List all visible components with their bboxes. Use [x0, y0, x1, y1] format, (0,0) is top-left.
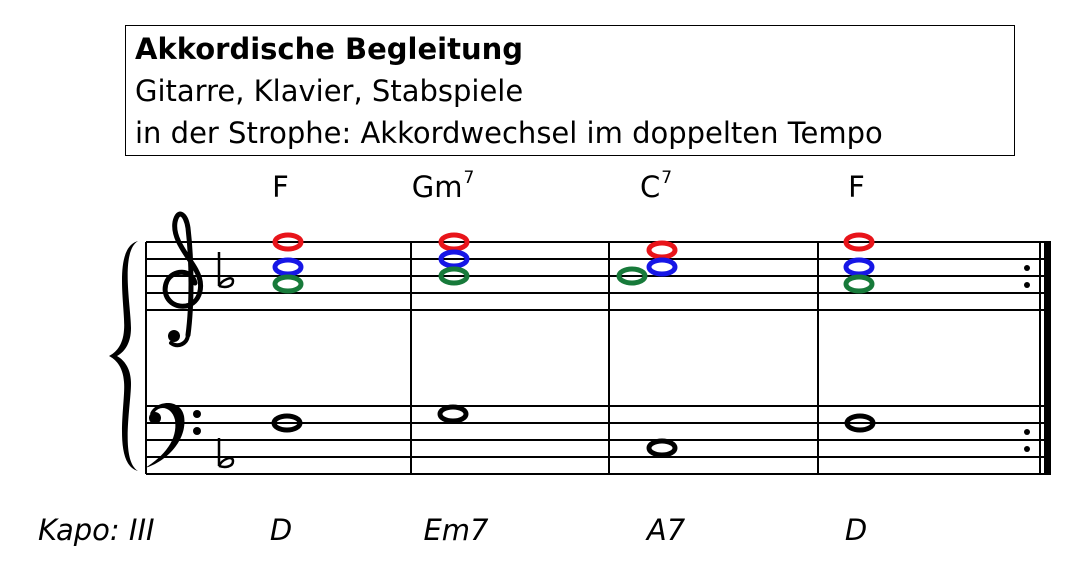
brace-icon — [109, 241, 138, 471]
title-instruction: in der Strophe: Akkordwechsel im doppelten Tempo — [135, 116, 883, 150]
title-instruments: Gitarre, Klavier, Stabspiele — [135, 74, 524, 108]
bass-clef-icon — [145, 403, 201, 468]
guitar-chord-4: D — [844, 513, 868, 547]
treble-chord-4 — [846, 235, 872, 291]
treble-clef-icon — [165, 214, 200, 345]
guitar-chord-3: A7 — [646, 513, 686, 547]
chord-symbol-1: F — [272, 170, 289, 204]
chord-symbol-2: Gm$^7$ — [411, 168, 475, 204]
treble-chord-1 — [275, 235, 301, 291]
guitar-chord-2: Em7 — [423, 513, 489, 547]
flat-icon — [219, 252, 233, 467]
chord-symbol-3: $C^7$ — [639, 168, 673, 204]
title-heading: Akkordische Begleitung — [135, 32, 524, 66]
chord-symbol-4: F — [848, 170, 865, 204]
final-thick-barline — [1044, 241, 1051, 475]
capo-label: Kapo: III — [38, 513, 155, 547]
bass-notes — [274, 407, 873, 455]
guitar-chord-1: D — [269, 513, 293, 547]
